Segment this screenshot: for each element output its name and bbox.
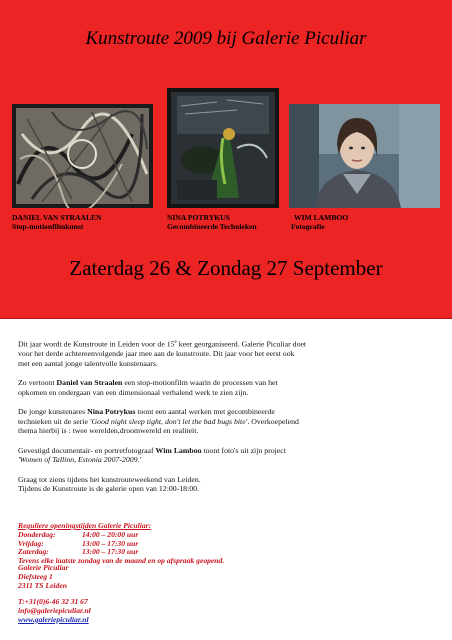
artwork-photo-nina	[167, 88, 279, 208]
paragraph-daniel: Zo vertoont Daniel van Straalen een stop-motionfilm waarin de processen van het opkomen en ondergaan van een dimensionaal verhalend werk te zien zijn.	[18, 378, 278, 397]
gallery-phone: T:+31(0)6-46 32 31 67	[18, 597, 88, 607]
artist-name: DANIEL VAN STRAALEN	[12, 213, 102, 222]
gallery-city: 2311 TS Leiden	[18, 580, 67, 590]
artist-name: WIM LAMBOO	[294, 213, 349, 222]
hours-row: Donderdag: 14:00 – 20:00 uur	[18, 529, 139, 539]
paragraph-nina: De jonge kunstenares Nina Potrykus toont een aantal werken met gecombineerde technieken uit de serie 'Good night sleep tight, don't let the bad bugs bite'. Overkoepelend thema hierbij is : twee werelden,droomwereld en realiteit.	[18, 407, 299, 436]
hours-row: Zaterdag: 13:00 – 17:30 uur	[18, 547, 139, 557]
hours-row: Vrijdag: 13:00 – 17:30 uur	[18, 538, 139, 548]
opening-hours-note: Tevens elke laatste zondag van de maand en op afspraak geopend.	[18, 556, 225, 566]
artist-caption-daniel	[12, 213, 102, 231]
banner-divider	[0, 318, 452, 319]
artist-role: Fotografie	[291, 222, 325, 231]
paragraph-closing: Graag tot ziens tijdens het kunstrouteweekend van Leiden. Tijdens de Kunstroute is de galerie open van 12:00-18:00.	[18, 474, 201, 494]
artist-role: Stop-motionfilmkunst	[12, 222, 84, 231]
event-dates: Zaterdag 26 & Zondag 27 September	[69, 256, 383, 280]
intro-text	[18, 338, 308, 504]
gallery-street: Diefsteeg 1	[18, 571, 53, 581]
gallery-name: Galerie Piculiar	[18, 563, 69, 572]
gallery-email[interactable]: info@galeriepiculiar.nl	[18, 606, 91, 616]
paragraph-intro: Dit jaar wordt de Kunstroute in Leiden voor de 15e keer georganiseerd. Galerie Piculiar doet voor het derde achtereenvolgende jaar mee aan de kunstroute. Dit jaar voor het eerst ook met een aantal jonge talentvolle kunstenaars.	[18, 339, 307, 368]
paragraph-wim: Gevestigd documentair- en portretfotograaf Wim Lamboo toont foto's uit zijn project 'Women of Tallinn, Estonia 2007-2009.'	[18, 445, 286, 465]
artist-role: Gecombineerde Technieken	[167, 222, 257, 231]
contact-block	[18, 564, 218, 625]
page-title: Kunstroute 2009 bij Galerie Piculiar	[85, 28, 367, 49]
gallery-website-link[interactable]: www.galeriepiculiar.nl	[18, 614, 89, 624]
artist-caption-wim	[291, 213, 348, 231]
opening-hours-heading: Reguliere openingstijden Galerie Piculiar:	[18, 521, 152, 530]
opening-hours	[18, 522, 318, 566]
artist-caption-nina	[167, 213, 257, 231]
portrait-photo-wim	[289, 104, 440, 208]
artwork-photo-daniel	[12, 104, 153, 208]
artist-name: NINA POTRYKUS	[167, 213, 230, 222]
